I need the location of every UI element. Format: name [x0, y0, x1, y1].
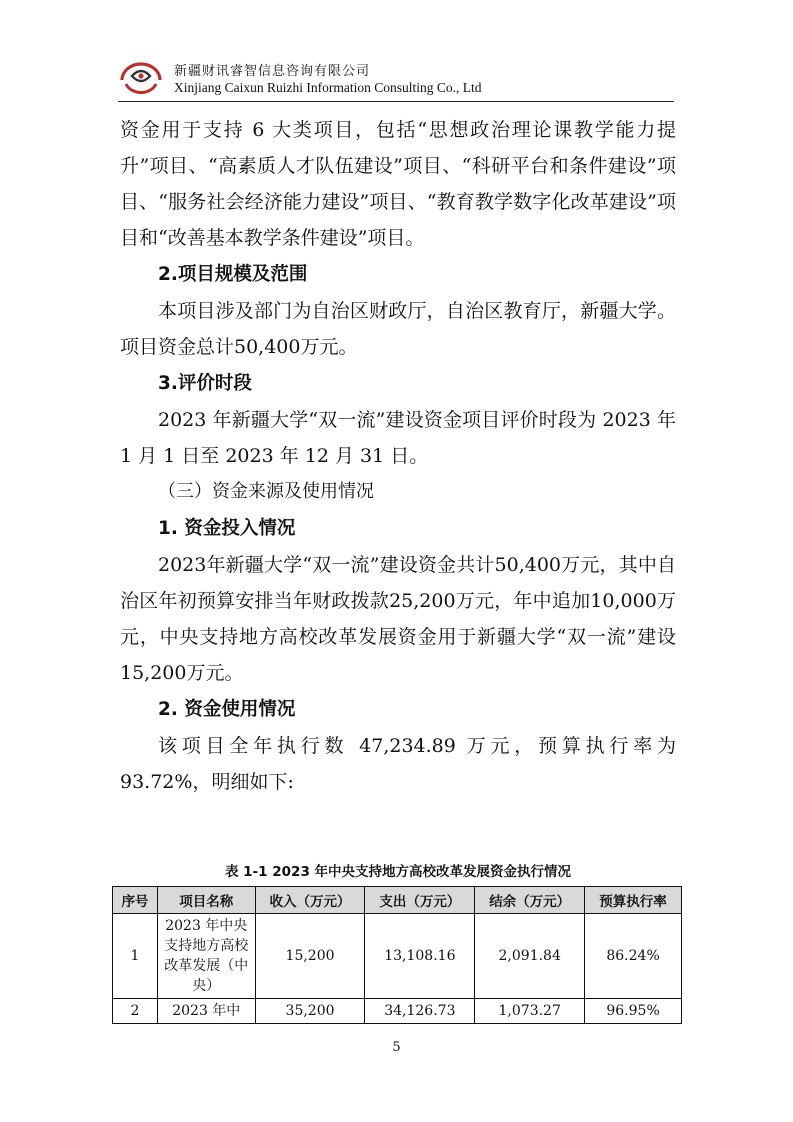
header-divider	[118, 101, 674, 102]
paragraph-project-scale: 本项目涉及部门为自治区财政厅，自治区教育厅，新疆大学。项目资金总计50,400万元。	[120, 300, 676, 358]
header-index: 序号	[113, 887, 158, 914]
header-balance: 结余（万元）	[475, 887, 585, 914]
cell-expenditure: 34,126.73	[365, 999, 475, 1024]
cell-balance: 2,091.84	[475, 914, 585, 999]
table-row	[113, 914, 682, 999]
cell-execution-rate: 86.24%	[585, 914, 682, 999]
table-header-row	[113, 887, 682, 914]
cell-project-name: 2023 年中	[157, 999, 255, 1024]
section-funding-source: （三）资金来源及使用情况	[158, 481, 374, 502]
paragraph-project-types: 资金用于支持 6 大类项目，包括“思想政治理论课教学能力提升”项目、“高素质人才队伍建设”项目、“科研平台和条件建设”项目、“服务社会经济能力建设”项目、“教育教学数字化改革建设”项目和“改善基本教学条件建设”项目。	[120, 119, 676, 249]
company-name-cn: 新疆财讯睿智信息咨询有限公司	[174, 64, 371, 79]
heading-project-scale: 2.项目规模及范围	[158, 264, 308, 285]
paragraph-fund-usage: 该项目全年执行数 47,234.89 万元，预算执行率为 93.72%，明细如下:	[120, 735, 676, 793]
company-logo-icon	[118, 56, 164, 96]
cell-index: 2	[113, 999, 158, 1024]
page-number: 5	[392, 1040, 401, 1055]
table-row	[113, 999, 682, 1024]
fund-execution-table	[112, 886, 682, 1024]
cell-balance: 1,073.27	[475, 999, 585, 1024]
cell-income: 15,200	[255, 914, 365, 999]
header-expenditure: 支出（万元）	[365, 887, 475, 914]
paragraph-fund-input: 2023年新疆大学“双一流”建设资金共计50,400万元，其中自治区年初预算安排当年财政拨款25,200万元，年中追加10,000万元，中央支持地方高校改革发展资金用于新疆大学“双一流”建设15,200万元。	[120, 554, 676, 684]
heading-fund-input: 1. 资金投入情况	[158, 518, 296, 539]
table-title: 表 1-1 2023 年中央支持地方高校改革发展资金执行情况	[224, 864, 572, 880]
heading-evaluation-period: 3.评价时段	[158, 373, 252, 394]
cell-expenditure: 13,108.16	[365, 914, 475, 999]
heading-fund-usage: 2. 资金使用情况	[158, 699, 296, 720]
header-execution-rate: 预算执行率	[585, 887, 682, 914]
header-project-name: 项目名称	[157, 887, 255, 914]
cell-index: 1	[113, 914, 158, 999]
cell-project-name: 2023 年中央支持地方高校改革发展（中央）	[157, 914, 255, 999]
company-name-en: Xinjiang Caixun Ruizhi Information Consulting Co., Ltd	[174, 80, 482, 95]
document-body	[120, 112, 676, 800]
page-header	[118, 52, 674, 102]
paragraph-evaluation-period: 2023 年新疆大学“双一流”建设资金项目评价时段为 2023 年 1 月 1 日至 2023 年 12 月 31 日。	[120, 409, 676, 467]
header-income: 收入（万元）	[255, 887, 365, 914]
cell-income: 35,200	[255, 999, 365, 1024]
cell-execution-rate: 96.95%	[585, 999, 682, 1024]
